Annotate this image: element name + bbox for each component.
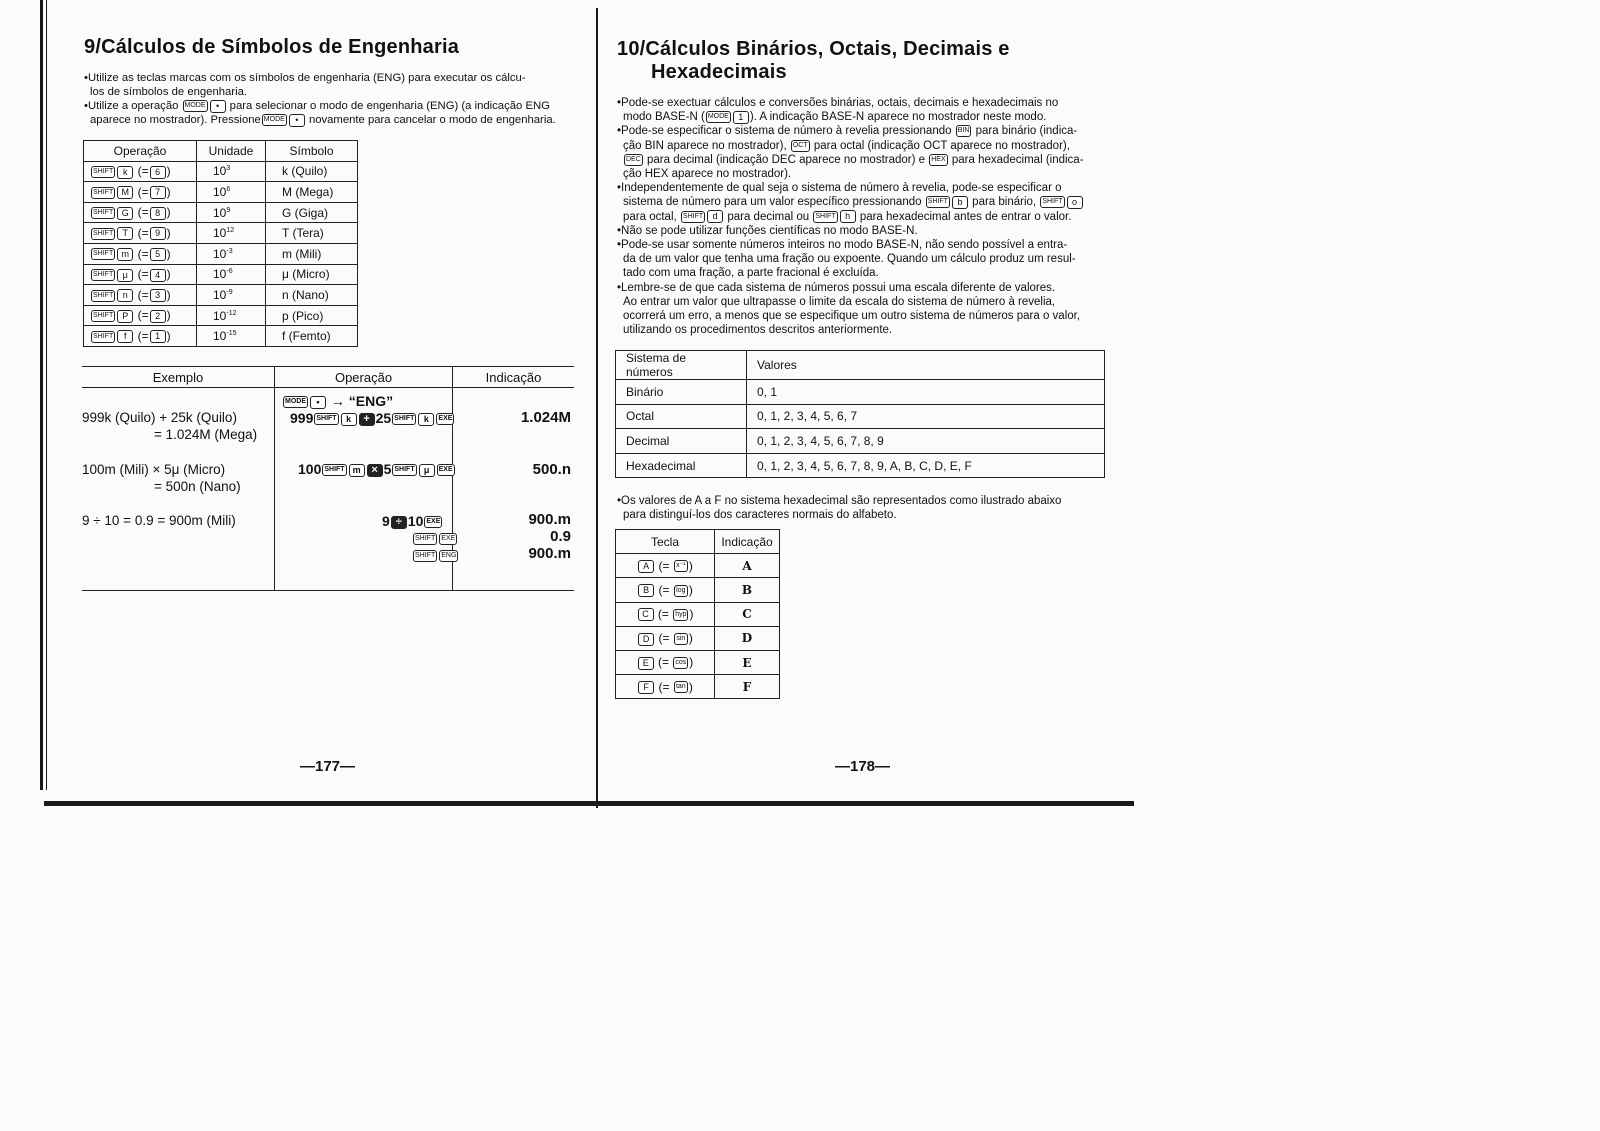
unit-cell: $10^9$ <box>197 202 266 223</box>
right-page-title-line2: Hexadecimais <box>651 61 787 83</box>
symbol-cell: μ (Micro) <box>266 264 358 285</box>
symbol-cell: k (Quilo) <box>266 161 358 182</box>
hex-letter-key-icon: D <box>638 633 654 646</box>
digit-key-icon: 4 <box>150 269 166 282</box>
shift-key-icon: SHIFT <box>413 550 437 562</box>
shift-key-icon: SHIFT <box>91 290 115 302</box>
number-system-cell: Octal <box>616 404 747 429</box>
header-sistema: Sistema de números <box>616 351 747 380</box>
hex-table-row <box>616 626 780 650</box>
left-binding-edge-inner <box>46 0 47 790</box>
function-key-icon: x⁻¹ <box>674 560 688 572</box>
symbol-cell: T (Tera) <box>266 223 358 244</box>
example-1-operation: 999 SHIFT k + 25 SHIFT k EXE <box>290 410 453 426</box>
dec-key-icon: DEC <box>624 154 643 166</box>
eng-key-icon: ENG <box>439 550 458 562</box>
shift-key-icon: SHIFT <box>91 269 115 281</box>
para-line-4: ção BIN aparece no mostrador), OCT para octal (indicação OCT aparece no mostrador), <box>623 139 1070 152</box>
para-line-11: •Pode-se usar somente números inteiros no modo BASE-N, não sendo possível a entra- <box>617 239 1068 252</box>
symbol-cell: G (Giga) <box>266 202 358 223</box>
number-table-row <box>616 380 1105 405</box>
hex-letter-key-icon: E <box>638 657 654 670</box>
shift-key-icon: SHIFT <box>91 187 115 199</box>
symbol-key-icon: G <box>117 207 133 220</box>
header-valores: Valores <box>747 351 1105 380</box>
function-key-icon: sin <box>674 633 688 645</box>
hex-note-line-2: para distinguí-los dos caracteres normais do alfabeto. <box>623 509 897 521</box>
symbol-table-row <box>84 264 358 285</box>
para-line-2: modo BASE-N ( MODE 1 ). A indicação BASE-N aparece no mostrador neste modo. <box>623 111 1047 124</box>
symbol-op-cell: SHIFT P (= 2 ) <box>84 305 197 326</box>
function-key-icon: log <box>674 585 688 597</box>
shift-key-icon: SHIFT <box>91 228 115 240</box>
symbol-table-row <box>84 223 358 244</box>
symbol-op-cell: SHIFT μ (= 4 ) <box>84 264 197 285</box>
number-table-row <box>616 429 1105 454</box>
d-key-icon: d <box>707 210 723 223</box>
header-unidade: Unidade <box>197 141 266 162</box>
example-table <box>82 366 574 591</box>
hex-key-cell: D (= sin ) <box>616 626 715 650</box>
symbol-table-row <box>84 161 358 182</box>
mode-key-icon: MODE <box>283 396 308 408</box>
left-intro <box>84 71 584 127</box>
hex-letter-key-icon: F <box>638 681 654 694</box>
example-3-results <box>453 511 571 562</box>
function-key-icon: cos <box>673 657 688 669</box>
header-operacao: Operação <box>84 141 197 162</box>
example-2-operation: 100 SHIFT m × 5 SHIFT μ EXE <box>298 461 453 477</box>
symbol-table-row <box>84 305 358 326</box>
digit-key-icon: 6 <box>150 166 166 179</box>
hex-display-cell: D <box>715 626 780 650</box>
symbol-cell: f (Femto) <box>266 326 358 347</box>
header-operacao-ex: Operação <box>334 370 393 385</box>
hex-note <box>617 494 1061 522</box>
shift-key-icon: SHIFT <box>91 207 115 219</box>
digit-key-icon: 7 <box>150 186 166 199</box>
digit-key-icon: 9 <box>150 227 166 240</box>
header-tecla: Tecla <box>616 530 715 554</box>
unit-cell: $10^{-3}$ <box>197 243 266 264</box>
para-line-13: tado com uma fração, a parte fracional é excluída. <box>623 267 879 280</box>
one-key-icon: 1 <box>733 111 749 124</box>
hex-letter-key-icon: C <box>638 608 654 621</box>
para-line-6: ção HEX aparece no mostrador). <box>623 168 792 181</box>
number-table-row <box>616 453 1105 478</box>
number-system-cell: Binário <box>616 380 747 405</box>
k-key-icon: k <box>418 413 434 426</box>
values-cell: 0, 1 <box>747 380 1105 405</box>
shift-key-icon: SHIFT <box>91 331 115 343</box>
dot-key-icon: • <box>210 100 226 113</box>
shift-key-icon: SHIFT <box>91 166 115 178</box>
shift-key-icon: SHIFT <box>926 196 950 208</box>
para-line-15: Ao entrar um valor que ultrapasse o limite da escala do sistema de número à revelia, <box>623 295 1056 308</box>
unit-cell: $10^{-9}$ <box>197 285 266 306</box>
example-col-divider-1 <box>274 367 275 590</box>
shift-key-icon: SHIFT <box>413 533 437 545</box>
mode-key-icon: MODE <box>262 114 287 126</box>
hex-key-icon: HEX <box>929 154 947 166</box>
para-line-12: da de um valor que tenha uma fração ou expoente. Quando um cálculo produz um resul- <box>623 253 1076 266</box>
function-key-icon: hyp <box>673 609 688 621</box>
div-key-icon: ÷ <box>391 516 407 529</box>
example-1-result: 1.024M <box>520 409 571 426</box>
symbol-key-icon: f <box>117 330 133 343</box>
m-key-icon: m <box>349 464 365 477</box>
unit-cell: $10^{-15}$ <box>197 326 266 347</box>
symbol-table-row <box>84 182 358 203</box>
symbol-op-cell: SHIFT m (= 5 ) <box>84 243 197 264</box>
right-page-title-line1: 10/Cálculos Binários, Octais, Decimais e <box>617 38 1010 60</box>
digit-key-icon: 1 <box>150 330 166 343</box>
symbol-key-icon: T <box>117 227 133 240</box>
o-key-icon: o <box>1067 196 1083 209</box>
hex-key-cell: A (= x⁻¹ ) <box>616 554 715 578</box>
page-number-left: —177— <box>300 758 356 775</box>
symbol-op-cell: SHIFT n (= 3 ) <box>84 285 197 306</box>
example-3-text: 9 ÷ 10 = 0.9 = 900m (Mili) <box>82 513 236 528</box>
digit-key-icon: 3 <box>150 289 166 302</box>
intro-line-3: •Utilize a operação MODE • para selecionar o modo de engenharia (ENG) (a indicação ENG <box>84 100 550 112</box>
function-key-icon: tan <box>674 681 688 693</box>
hex-display-cell: C <box>715 602 780 626</box>
shift-key-icon: SHIFT <box>322 464 346 476</box>
left-page-title: 9/Cálculos de Símbolos de Engenharia <box>84 36 460 58</box>
para-line-16: ocorrerá um erro, a menos que se especifique um outro sistema de números para o valor, <box>623 310 1081 323</box>
symbol-cell: n (Nano) <box>266 285 358 306</box>
number-system-cell: Decimal <box>616 429 747 454</box>
values-cell: 0, 1, 2, 3, 4, 5, 6, 7, 8, 9 <box>747 429 1105 454</box>
hex-display-cell: B <box>715 578 780 602</box>
shift-key-icon: SHIFT <box>314 413 338 425</box>
exe-key-icon: EXE <box>439 533 457 545</box>
h-key-icon: h <box>840 210 856 223</box>
exe-key-icon: EXE <box>437 464 455 476</box>
shift-key-icon: SHIFT <box>813 211 837 223</box>
hex-key-cell: B (= log ) <box>616 578 715 602</box>
symbol-op-cell: SHIFT k (= 6 ) <box>84 161 197 182</box>
page-number-right: —178— <box>835 758 891 775</box>
shift-key-icon: SHIFT <box>1040 196 1064 208</box>
plus-key-icon: + <box>359 413 375 426</box>
para-line-3: •Pode-se especificar o sistema de número à revelia pressionando BIN para binário (indica- <box>617 125 1078 138</box>
bottom-page-rule <box>44 801 1134 806</box>
exe-key-icon: EXE <box>424 516 442 528</box>
intro-line-4: aparece no mostrador). Pressione MODE • novamente para cancelar o modo de engenharia. <box>90 114 556 126</box>
symbol-key-icon: m <box>117 248 133 261</box>
hex-table-row <box>616 554 780 578</box>
number-system-cell: Hexadecimal <box>616 453 747 478</box>
hex-letter-key-icon: A <box>638 560 654 573</box>
mode-key-icon: MODE <box>183 100 208 112</box>
symbol-key-icon: n <box>117 289 133 302</box>
para-line-1: •Pode-se exectuar cálculos e conversões binárias, octais, decimais e hexadecimais no <box>617 97 1059 109</box>
example-header-rule <box>82 387 574 388</box>
symbol-op-cell: SHIFT M (= 7 ) <box>84 182 197 203</box>
example-1-text: 999k (Quilo) + 25k (Quilo) = 1.024M (Mega) <box>82 410 258 442</box>
example-3-op-exe <box>412 530 458 548</box>
times-key-icon: × <box>367 464 383 477</box>
symbol-table-row <box>84 285 358 306</box>
unit-cell: $10^6$ <box>197 182 266 203</box>
mode-key-icon: MODE <box>706 111 731 123</box>
para-line-8: sistema de número para um valor específico pressionando SHIFT b para binário, SHIFT o <box>617 195 1117 209</box>
hex-key-table <box>615 529 780 699</box>
para-line-7: •Independentemente de qual seja o sistema de número à revelia, pode-se especificar o <box>617 182 1062 195</box>
para-line-10: •Não se pode utilizar funções científicas no modo BASE-N. <box>617 224 918 237</box>
hex-table-row <box>616 675 780 699</box>
example-3-result-3: 900.m <box>528 545 571 562</box>
example-2-text: 100m (Mili) × 5μ (Micro) = 500n (Nano) <box>82 462 241 494</box>
example-2-result: 500.n <box>532 461 571 478</box>
number-table-row <box>616 404 1105 429</box>
hex-key-cell: E (= cos ) <box>616 650 715 674</box>
para-line-9: para octal, SHIFT d para decimal ou SHIFT h para hexadecimal antes de entrar o valor. <box>623 210 1072 223</box>
number-system-table <box>615 350 1105 478</box>
oct-key-icon: OCT <box>791 140 810 152</box>
digit-key-icon: 2 <box>150 310 166 323</box>
shift-key-icon: SHIFT <box>392 464 416 476</box>
hex-table-row <box>616 650 780 674</box>
hex-letter-key-icon: B <box>638 584 654 597</box>
intro-line-1: •Utilize as teclas marcas com os símbolos de engenharia (ENG) para executar os cálcu- <box>84 72 526 84</box>
hex-display-cell: A <box>715 554 780 578</box>
header-indicacao: Indicação <box>485 370 542 385</box>
symbol-table-row <box>84 326 358 347</box>
left-binding-edge <box>40 0 43 790</box>
hex-display-cell: E <box>715 650 780 674</box>
dot-key-icon: • <box>289 114 305 127</box>
hex-table-row <box>616 578 780 602</box>
unit-cell: $10^{-6}$ <box>197 264 266 285</box>
k-key-icon: k <box>341 413 357 426</box>
symbol-table-row <box>84 202 358 223</box>
bin-key-icon: BIN <box>956 125 972 137</box>
hex-display-cell: F <box>715 675 780 699</box>
shift-key-icon: SHIFT <box>91 310 115 322</box>
number-table-header <box>616 351 1105 380</box>
dot-key-icon: • <box>310 396 326 409</box>
symbol-cell: p (Pico) <box>266 305 358 326</box>
hex-note-line-1: •Os valores de A a F no sistema hexadecimal são representados como ilustrado abaixo <box>617 495 1062 507</box>
header-simbolo: Símbolo <box>266 141 358 162</box>
symbol-table-row <box>84 243 358 264</box>
digit-key-icon: 5 <box>150 248 166 261</box>
symbol-op-cell: SHIFT f (= 1 ) <box>84 326 197 347</box>
right-paragraphs <box>617 96 1117 337</box>
symbol-key-icon: P <box>117 310 133 323</box>
example-3-operation: 9 ÷ 10 EXE <box>382 513 441 529</box>
symbol-key-icon: M <box>117 186 133 199</box>
symbol-key-icon: k <box>117 166 133 179</box>
symbol-table-header <box>84 141 358 162</box>
eng-mode-op: MODE • → “ENG” <box>285 393 394 409</box>
values-cell: 0, 1, 2, 3, 4, 5, 6, 7, 8, 9, A, B, C, D, E, F <box>747 453 1105 478</box>
header-exemplo: Exemplo <box>152 370 204 385</box>
center-fold <box>596 8 598 808</box>
para-line-5: DEC para decimal (indicação DEC aparece no mostrador) e HEX para hexadecimal (indica- <box>626 153 1084 166</box>
symbol-op-cell: SHIFT T (= 9 ) <box>84 223 197 244</box>
example-3-result-2: 0.9 <box>550 528 571 545</box>
values-cell: 0, 1, 2, 3, 4, 5, 6, 7 <box>747 404 1105 429</box>
unit-cell: $10^{-12}$ <box>197 305 266 326</box>
hex-key-cell: F (= tan ) <box>616 675 715 699</box>
para-line-14: •Lembre-se de que cada sistema de números possui uma escala diferente de valores. <box>617 281 1056 294</box>
unit-cell: $10^3$ <box>197 161 266 182</box>
symbol-cell: M (Mega) <box>266 182 358 203</box>
header-indicacao-hex: Indicação <box>715 530 780 554</box>
digit-key-icon: 8 <box>150 207 166 220</box>
shift-key-icon: SHIFT <box>681 211 705 223</box>
shift-key-icon: SHIFT <box>91 248 115 260</box>
mu-key-icon: μ <box>419 464 435 477</box>
para-line-17: utilizando os procedimentos descritos anteriormente. <box>623 324 893 337</box>
hex-table-header <box>616 530 780 554</box>
b-key-icon: b <box>952 196 968 209</box>
exe-key-icon: EXE <box>436 413 454 425</box>
shift-key-icon: SHIFT <box>392 413 416 425</box>
engineering-symbol-table <box>83 140 358 347</box>
intro-line-2: los de símbolos de engenharia. <box>90 86 248 98</box>
hex-table-row <box>616 602 780 626</box>
example-3-result-1: 900.m <box>528 511 571 528</box>
symbol-op-cell: SHIFT G (= 8 ) <box>84 202 197 223</box>
hex-key-cell: C (= hyp ) <box>616 602 715 626</box>
unit-cell: $10^{12}$ <box>197 223 266 244</box>
symbol-key-icon: μ <box>117 269 133 282</box>
symbol-cell: m (Mili) <box>266 243 358 264</box>
